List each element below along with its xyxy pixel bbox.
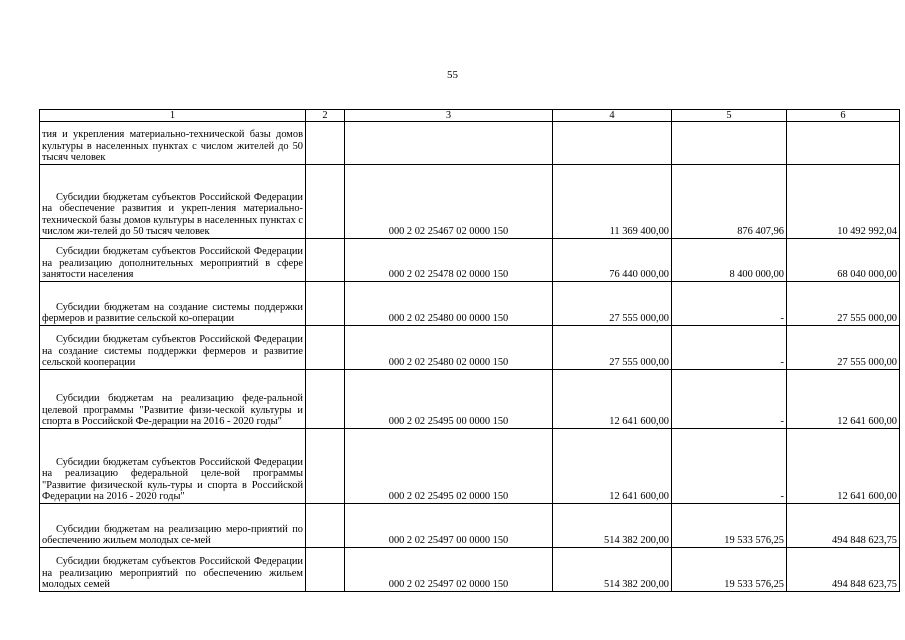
row-approved — [553, 122, 672, 165]
row-name: Субсидии бюджетам субъектов Российской Федерации на обеспечение развития и укреп-ления материально-технической базы домов культуры в населенных пунктах с числом жи-телей до 50 тысяч человек — [40, 165, 306, 239]
row-col2 — [306, 548, 345, 592]
column-number: 3 — [345, 110, 553, 122]
row-approved: 514 382 200,00 — [553, 504, 672, 548]
row-approved: 12 641 600,00 — [553, 370, 672, 429]
row-col2 — [306, 370, 345, 429]
row-code: 000 2 02 25478 02 0000 150 — [345, 239, 553, 282]
table-row — [40, 239, 900, 282]
row-name: Субсидии бюджетам на реализацию феде-ральной целевой программы "Развитие физи-ческой культуры и спорта в Российской Фе-дерации на 2016 - 2020 годы" — [40, 370, 306, 429]
row-approved: 76 440 000,00 — [553, 239, 672, 282]
row-remaining — [787, 122, 900, 165]
column-number-row — [40, 110, 900, 122]
row-executed: - — [672, 370, 787, 429]
row-col2 — [306, 326, 345, 370]
row-executed — [672, 122, 787, 165]
row-name: Субсидии бюджетам субъектов Российской Федерации на создание системы поддержки фермеров и развитие сельской кооперации — [40, 326, 306, 370]
row-code: 000 2 02 25497 00 0000 150 — [345, 504, 553, 548]
table-row — [40, 370, 900, 429]
row-name: Субсидии бюджетам на создание системы поддержки фермеров и развитие сельской ко-операции — [40, 282, 306, 326]
row-code: 000 2 02 25467 02 0000 150 — [345, 165, 553, 239]
column-number: 5 — [672, 110, 787, 122]
row-remaining: 27 555 000,00 — [787, 282, 900, 326]
table-row — [40, 504, 900, 548]
row-col2 — [306, 165, 345, 239]
row-name: тия и укрепления материально-технической базы домов культуры в населенных пунктах с числом жителей до 50 тысяч человек — [40, 122, 306, 165]
row-approved: 27 555 000,00 — [553, 282, 672, 326]
row-code: 000 2 02 25480 00 0000 150 — [345, 282, 553, 326]
row-remaining: 10 492 992,04 — [787, 165, 900, 239]
table-row — [40, 429, 900, 504]
row-executed: 19 533 576,25 — [672, 504, 787, 548]
row-code: 000 2 02 25480 02 0000 150 — [345, 326, 553, 370]
row-name: Субсидии бюджетам субъектов Российской Федерации на реализацию мероприятий по обеспечению жильем молодых семей — [40, 548, 306, 592]
row-col2 — [306, 239, 345, 282]
row-executed: 8 400 000,00 — [672, 239, 787, 282]
row-name: Субсидии бюджетам на реализацию меро-приятий по обеспечению жильем молодых се-мей — [40, 504, 306, 548]
row-name: Субсидии бюджетам субъектов Российской Федерации на реализацию дополнительных мероприятий в сфере занятости населения — [40, 239, 306, 282]
row-remaining: 27 555 000,00 — [787, 326, 900, 370]
table-row — [40, 282, 900, 326]
row-code: 000 2 02 25495 00 0000 150 — [345, 370, 553, 429]
row-col2 — [306, 504, 345, 548]
table-row — [40, 122, 900, 165]
page-number: 55 — [447, 69, 458, 81]
row-executed: 19 533 576,25 — [672, 548, 787, 592]
row-col2 — [306, 282, 345, 326]
table-row — [40, 326, 900, 370]
row-code — [345, 122, 553, 165]
row-approved: 514 382 200,00 — [553, 548, 672, 592]
table-row — [40, 548, 900, 592]
column-number: 1 — [40, 110, 306, 122]
row-code: 000 2 02 25497 02 0000 150 — [345, 548, 553, 592]
row-remaining: 68 040 000,00 — [787, 239, 900, 282]
row-approved: 12 641 600,00 — [553, 429, 672, 504]
column-number: 2 — [306, 110, 345, 122]
row-col2 — [306, 122, 345, 165]
row-executed: 876 407,96 — [672, 165, 787, 239]
column-number: 6 — [787, 110, 900, 122]
row-approved: 27 555 000,00 — [553, 326, 672, 370]
row-remaining: 494 848 623,75 — [787, 548, 900, 592]
row-remaining: 12 641 600,00 — [787, 370, 900, 429]
row-remaining: 494 848 623,75 — [787, 504, 900, 548]
row-executed: - — [672, 429, 787, 504]
table-row — [40, 165, 900, 239]
row-name: Субсидии бюджетам субъектов Российской Федерации на реализацию федеральной целе-вой программы "Развитие физической куль-туры и спорта в Российской Федерации на 2016 - 2020 годы" — [40, 429, 306, 504]
row-remaining: 12 641 600,00 — [787, 429, 900, 504]
row-col2 — [306, 429, 345, 504]
budget-table — [39, 109, 900, 592]
row-approved: 11 369 400,00 — [553, 165, 672, 239]
row-code: 000 2 02 25495 02 0000 150 — [345, 429, 553, 504]
row-executed: - — [672, 282, 787, 326]
column-number: 4 — [553, 110, 672, 122]
row-executed: - — [672, 326, 787, 370]
